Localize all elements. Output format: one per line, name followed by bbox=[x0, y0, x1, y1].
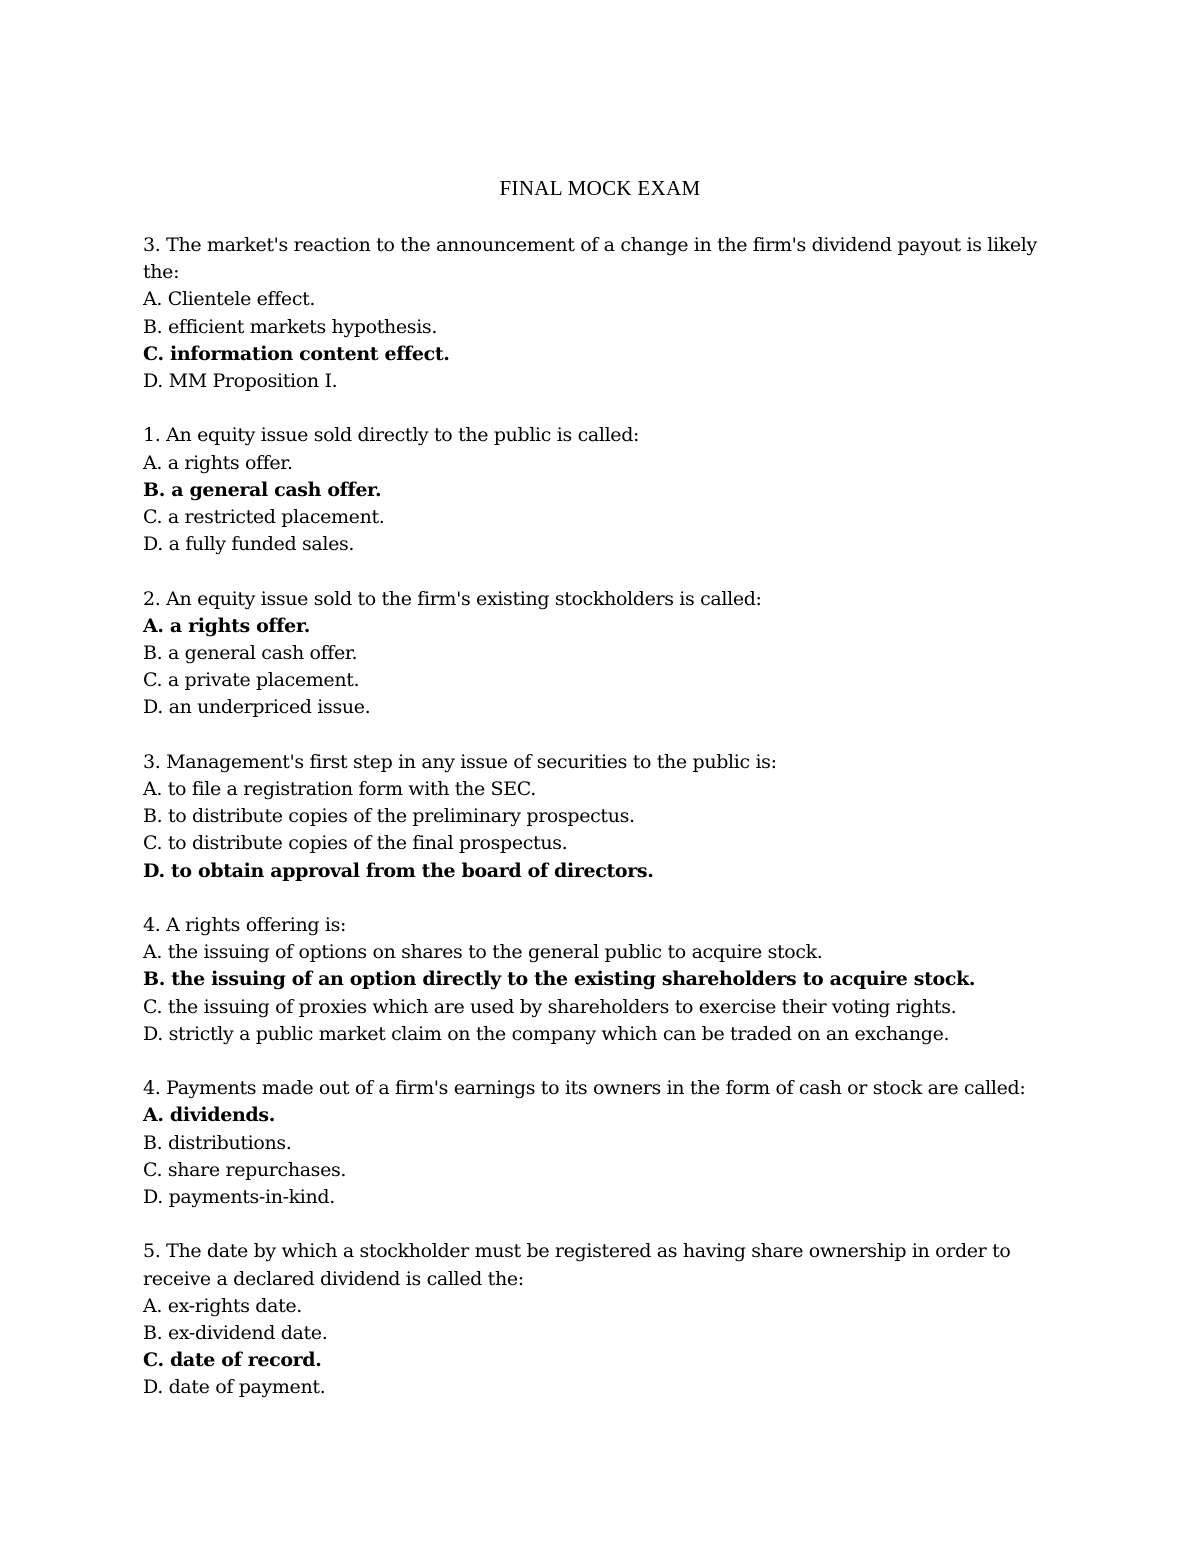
answer-option: D. date of payment. bbox=[143, 1376, 326, 1399]
question-block bbox=[143, 749, 1063, 885]
answer-option: D. strictly a public market claim on the company which can be traded on an exchange. bbox=[143, 1022, 950, 1045]
answer-option: A. to file a registration form with the SEC. bbox=[143, 778, 536, 801]
question-stem: 3. Management's first step in any issue of securities to the public is: bbox=[143, 750, 777, 773]
question-stem: 1. An equity issue sold directly to the public is called: bbox=[143, 424, 640, 447]
correct-answer-option: D. to obtain approval from the board of directors. bbox=[143, 859, 654, 882]
answer-option: D. MM Proposition I. bbox=[143, 370, 338, 393]
question-block bbox=[143, 586, 1063, 722]
answer-option: C. a restricted placement. bbox=[143, 506, 385, 529]
question-block bbox=[143, 422, 1063, 558]
answer-option: A. a rights offer. bbox=[143, 451, 293, 474]
correct-answer-option: A. a rights offer. bbox=[143, 614, 311, 637]
answer-option: B. distributions. bbox=[143, 1131, 292, 1154]
answer-option: A. the issuing of options on shares to the general public to acquire stock. bbox=[143, 941, 823, 964]
answer-option: D. an underpriced issue. bbox=[143, 696, 371, 719]
question-stem: 5. The date by which a stockholder must be registered as having share ownership in order to receive a declared dividend is called the: bbox=[143, 1240, 1011, 1290]
question-block bbox=[143, 1075, 1063, 1211]
correct-answer-option: C. date of record. bbox=[143, 1349, 322, 1372]
question-stem: 3. The market's reaction to the announcement of a change in the firm's dividend payout is likely the: bbox=[143, 234, 1037, 284]
answer-option: A. ex-rights date. bbox=[143, 1294, 302, 1317]
question-stem: 2. An equity issue sold to the firm's existing stockholders is called: bbox=[143, 587, 762, 610]
question-block bbox=[143, 232, 1063, 395]
page-title: FINAL MOCK EXAM bbox=[499, 176, 701, 200]
answer-option: A. Clientele effect. bbox=[143, 288, 316, 311]
question-stem: 4. A rights offering is: bbox=[143, 914, 347, 937]
answer-option: B. efficient markets hypothesis. bbox=[143, 315, 438, 338]
correct-answer-option: B. the issuing of an option directly to the existing shareholders to acquire stock. bbox=[143, 968, 976, 991]
answer-option: D. a fully funded sales. bbox=[143, 533, 355, 556]
correct-answer-option: B. a general cash offer. bbox=[143, 478, 382, 501]
answer-option: C. a private placement. bbox=[143, 669, 360, 692]
question-block bbox=[143, 912, 1063, 1048]
answer-option: B. a general cash offer. bbox=[143, 642, 358, 665]
answer-option: C. to distribute copies of the final prospectus. bbox=[143, 832, 568, 855]
answer-option: B. to distribute copies of the preliminary prospectus. bbox=[143, 805, 635, 828]
answer-option: C. the issuing of proxies which are used by shareholders to exercise their voting rights. bbox=[143, 995, 957, 1018]
answer-option: B. ex-dividend date. bbox=[143, 1322, 328, 1345]
answer-option: C. share repurchases. bbox=[143, 1158, 347, 1181]
question-block bbox=[143, 1238, 1063, 1401]
correct-answer-option: A. dividends. bbox=[143, 1104, 275, 1127]
answer-option: D. payments-in-kind. bbox=[143, 1186, 335, 1209]
question-list bbox=[143, 232, 1063, 1429]
question-stem: 4. Payments made out of a firm's earnings to its owners in the form of cash or stock are called: bbox=[143, 1077, 1026, 1100]
correct-answer-option: C. information content effect. bbox=[143, 342, 450, 365]
